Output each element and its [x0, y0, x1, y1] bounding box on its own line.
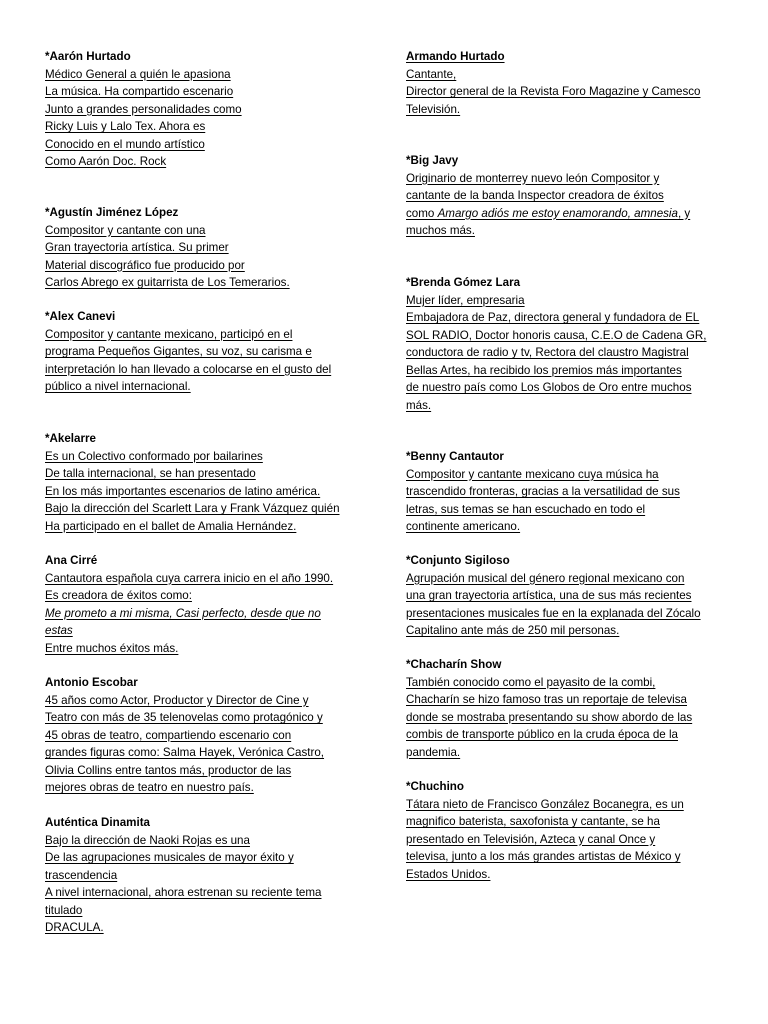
entry-text-line: Capitalino ante más de 250 mil personas.	[406, 624, 620, 637]
entry-name: *Conjunto Sigiloso	[406, 554, 510, 567]
entry-text-line: magnifico baterista, saxofonista y cantante, se ha	[406, 815, 660, 828]
entry-ana-cirr	[45, 552, 375, 657]
entry-text-line	[406, 205, 736, 223]
entry-name: Armando Hurtado	[406, 50, 505, 63]
entry-agust-n-jim-nez-l-pez	[45, 204, 375, 292]
entry-text-line: presentaciones musicales fue en la explanada del Zócalo	[406, 606, 701, 620]
entry-text-line: público a nivel internacional.	[45, 380, 191, 393]
entry-text-line: Compositor y cantante con una	[45, 223, 206, 237]
entry-text-line: trascendido fronteras, gracias a la versatilidad de sus	[406, 485, 680, 498]
entry-text-line: Embajadora de Paz, directora general y fundadora de EL	[406, 311, 700, 324]
entry-text-line: más.	[406, 398, 432, 412]
entry-text-line: Ha participado en el ballet de Amalia Hernández.	[45, 519, 297, 533]
entry-chachar-n-show	[406, 656, 736, 761]
entry-text-segment: Amargo adiós me estoy enamorando, amnesia	[437, 206, 678, 220]
entry-text-line: trascendencia	[45, 868, 118, 882]
entry-text-line: Entre muchos éxitos más.	[45, 641, 179, 655]
entry-text-line: Bajo la dirección de Naoki Rojas es una	[45, 833, 250, 847]
entry-text-line: De las agrupaciones musicales de mayor éxito y	[45, 851, 294, 864]
entry-text-line: De talla internacional, se han presentado	[45, 467, 256, 480]
entry-text-line: Director general de la Revista Foro Magazine y Camesco	[406, 85, 701, 98]
entry-text-line: Compositor y cantante mexicano, participó en el	[45, 327, 293, 341]
entry-text-line: televisa, junto a los más grandes artistas de México y	[406, 850, 681, 863]
entry-text-line: La música. Ha compartido escenario	[45, 85, 234, 98]
entry-name: Auténtica Dinamita	[45, 816, 151, 829]
entry-name: *Chacharín Show	[406, 658, 502, 671]
entry-text-line: conductora de radio y tv, Rectora del claustro Magistral	[406, 346, 689, 359]
entry-text-line: Como Aarón Doc. Rock	[45, 155, 167, 168]
entry-text-line: Ricky Luis y Lalo Tex. Ahora es	[45, 120, 206, 133]
entry-name: *Big Javy	[406, 154, 459, 167]
entry-text-line: una gran trayectoria artística, una de sus más recientes	[406, 589, 692, 602]
entry-text-line: También conocido como el payasito de la combi,	[406, 675, 656, 689]
entry-text-line: muchos más.	[406, 224, 475, 237]
entry-antonio-escobar	[45, 674, 375, 797]
entry-text-line: titulado	[45, 903, 83, 917]
entry-text-line: letras, sus temas se han escuchado en todo el	[406, 502, 646, 516]
entry-text-line: Médico General a quién le apasiona	[45, 67, 231, 81]
entry-name: *Chuchino	[406, 780, 464, 793]
entry-text-line: interpretación lo han llevado a colocarse en el gusto del	[45, 362, 332, 376]
entry-text-line: mejores obras de teatro en nuestro país.	[45, 781, 254, 794]
entry-text-line: Cantante,	[406, 67, 457, 81]
entry-name: Antonio Escobar	[45, 676, 138, 689]
entry-text-line: donde se mostraba presentando su show abordo de las	[406, 710, 693, 724]
entry-chuchino	[406, 778, 736, 883]
entry-text-line: Televisión.	[406, 102, 461, 116]
entry-text-line: Bajo la dirección del Scarlett Lara y Frank Vázquez quién	[45, 502, 340, 515]
entry-big-javy	[406, 152, 736, 240]
entry-text-line: Chacharín se hizo famoso tras un reportaje de televisa	[406, 693, 687, 706]
entry-name: *Alex Canevi	[45, 310, 116, 323]
entry-name: Ana Cirré	[45, 554, 98, 567]
entry-name: *Agustín Jiménez López	[45, 206, 179, 219]
entry-text-line: continente americano.	[406, 520, 521, 533]
entry-text-line: Me prometo a mi misma, Casi perfecto, desde que no	[45, 606, 321, 620]
entry-armando-hurtado	[406, 48, 736, 118]
entry-text-segment: como	[406, 206, 438, 220]
entry-text-line: 45 obras de teatro, compartiendo escenario con	[45, 728, 292, 742]
entry-text-line: En los más importantes escenarios de latino américa.	[45, 484, 321, 498]
entry-name: *Aarón Hurtado	[45, 50, 131, 63]
entry-text-line: A nivel internacional, ahora estrenan su reciente tema	[45, 886, 322, 899]
entry-text-line: combis de transporte público en la cruda época de la	[406, 728, 678, 741]
entry-text-line: cantante de la banda Inspector creadora de éxitos	[406, 189, 664, 202]
entry-name: *Brenda Gómez Lara	[406, 276, 521, 289]
entry-text-line: SOL RADIO, Doctor honoris causa, C.E.O de Cadena GR,	[406, 328, 707, 342]
entry-name: *Benny Cantautor	[406, 450, 504, 463]
entry-text-line: pandemia.	[406, 745, 461, 759]
entry-text-line: presentado en Televisión, Azteca y canal Once y	[406, 832, 656, 846]
entry-benny-cantautor	[406, 448, 736, 536]
entry-name: *Akelarre	[45, 432, 96, 445]
entry-text-line: Material discográfico fue producido por	[45, 258, 245, 272]
entry-text-line: Olivia Collins entre tantos más, productor de las	[45, 763, 292, 777]
entry-aut-ntica-dinamita	[45, 814, 375, 937]
entry-akelarre	[45, 430, 375, 535]
entry-text-line: Compositor y cantante mexicano cuya música ha	[406, 467, 659, 481]
entry-alex-canevi	[45, 308, 375, 396]
entry-text-line: Es creadora de éxitos como:	[45, 589, 192, 602]
entry-text-line: Teatro con más de 35 telenovelas como protagónico y	[45, 711, 323, 724]
entry-aar-n-hurtado	[45, 48, 375, 171]
entry-text-line: Conocido en el mundo artístico	[45, 137, 205, 151]
entry-text-line: estas	[45, 624, 73, 637]
entry-text-segment: , y	[677, 206, 691, 220]
entry-text-line: Originario de monterrey nuevo león Compositor y	[406, 171, 660, 185]
entry-text-line: Carlos Abrego ex guitarrista de Los Temerarios.	[45, 276, 290, 289]
entry-text-line: DRACULA.	[45, 921, 104, 934]
entry-text-line: Estados Unidos.	[406, 867, 491, 881]
entry-text-line: 45 años como Actor, Productor y Director de Cine y	[45, 693, 309, 707]
entry-text-line: Es un Colectivo conformado por bailarines	[45, 449, 263, 463]
entry-text-line: programa Pequeños Gigantes, su voz, su carisma e	[45, 345, 312, 358]
entry-text-line: Cantautora española cuya carrera inicio en el año 1990.	[45, 571, 334, 585]
entry-text-line: grandes figuras como: Salma Hayek, Verónica Castro,	[45, 746, 325, 759]
entry-text-line: Mujer líder, empresaria	[406, 293, 525, 307]
entry-text-line: Bellas Artes, ha recibido los premios más importantes	[406, 363, 682, 377]
entry-conjunto-sigiloso	[406, 552, 736, 640]
entry-text-line: de nuestro país como Los Globos de Oro entre muchos	[406, 381, 692, 394]
entry-text-line: Junto a grandes personalidades como	[45, 102, 242, 116]
entry-brenda-g-mez-lara	[406, 274, 736, 414]
entry-text-line: Agrupación musical del género regional mexicano con	[406, 571, 685, 585]
entry-text-line: Tátara nieto de Francisco González Bocanegra, es un	[406, 797, 684, 811]
entry-text-line: Gran trayectoria artística. Su primer	[45, 241, 229, 254]
